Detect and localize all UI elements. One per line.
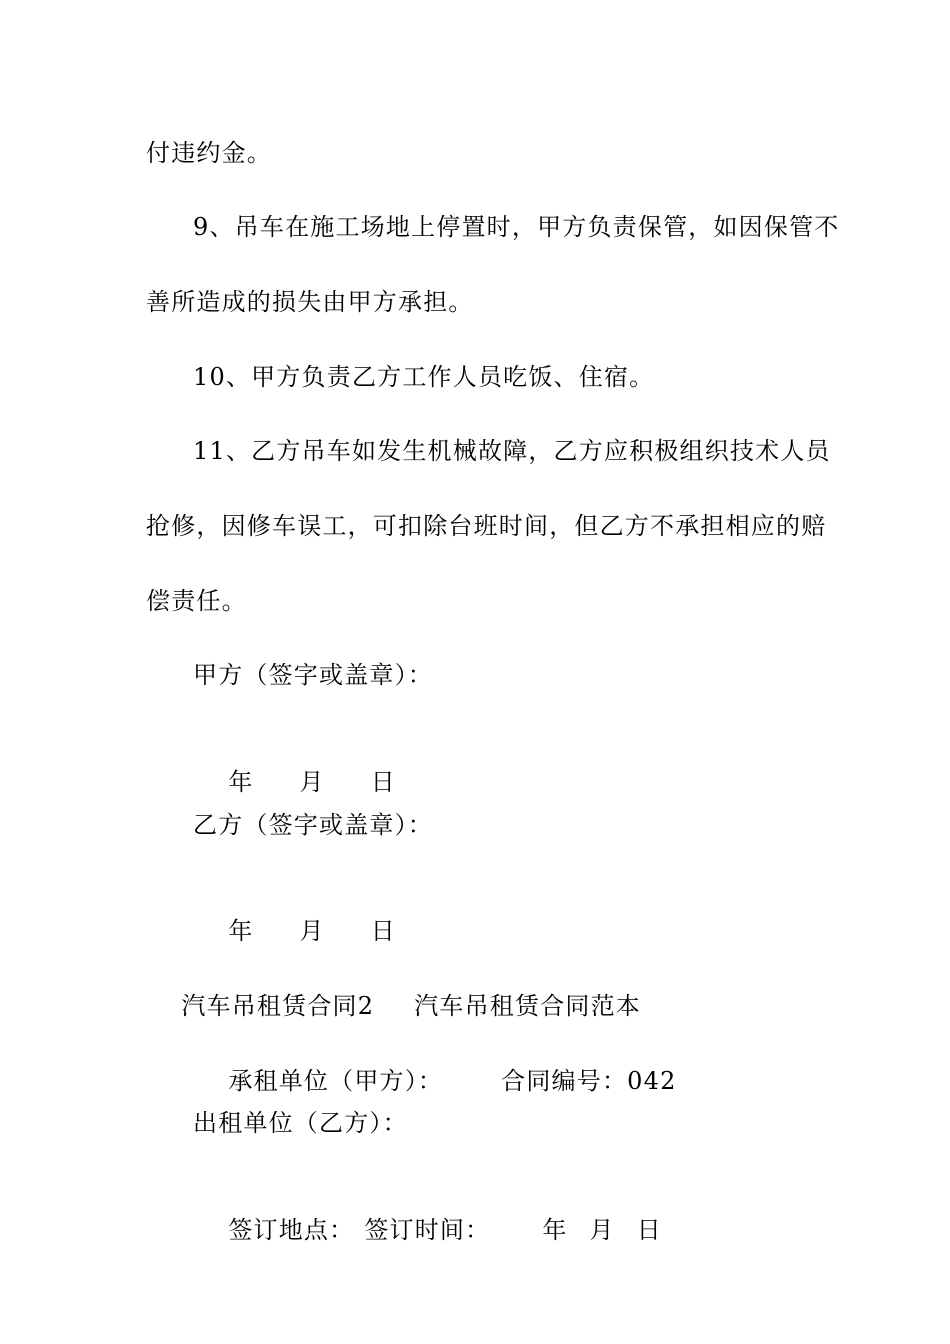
clause-11-line-3: 偿责任。 [146, 587, 247, 615]
party-b-signature: 乙方（签字或盖章）： [193, 811, 433, 839]
clause-10: 10、甲方负责乙方工作人员吃饭、住宿。 [193, 363, 655, 391]
lessee-label: 承租单位（甲方）： [228, 1067, 444, 1095]
signing-time: 签订时间： [364, 1216, 491, 1244]
signing-month: 月 [589, 1216, 615, 1244]
contract-subtitle: 汽车吊租赁合同范本 [414, 992, 642, 1020]
contract-number: 合同编号：042 [501, 1067, 677, 1095]
day-label: 日 [370, 768, 396, 796]
signing-year: 年 [542, 1216, 568, 1244]
month-label: 月 [299, 917, 325, 945]
month-label: 月 [299, 768, 325, 796]
year-label: 年 [228, 768, 254, 796]
signing-day: 日 [636, 1216, 662, 1244]
clause-9-line-2: 善所造成的损失由甲方承担。 [146, 288, 474, 316]
signing-line [193, 1182, 662, 1244]
day-label: 日 [370, 917, 396, 945]
lessor-label: 出租单位（乙方）： [193, 1109, 408, 1137]
contract-heading [146, 958, 642, 1020]
contract-title: 汽车吊租赁合同2 [181, 992, 375, 1020]
date-line [193, 734, 396, 796]
clause-11-line-2: 抢修，因修车误工，可扣除台班时间，但乙方不承担相应的赔 [146, 512, 827, 540]
date-line [193, 883, 396, 945]
lessee-line [193, 1033, 677, 1095]
paragraph-line: 付违约金。 [146, 139, 272, 167]
year-label: 年 [228, 917, 254, 945]
clause-9-line-1: 9、吊车在施工场地上停置时，甲方负责保管，如因保管不 [193, 213, 840, 241]
party-a-signature: 甲方（签字或盖章）： [193, 661, 433, 689]
signing-place: 签订地点： [228, 1216, 355, 1244]
clause-11-line-1: 11、乙方吊车如发生机械故障，乙方应积极组织技术人员 [193, 437, 831, 465]
